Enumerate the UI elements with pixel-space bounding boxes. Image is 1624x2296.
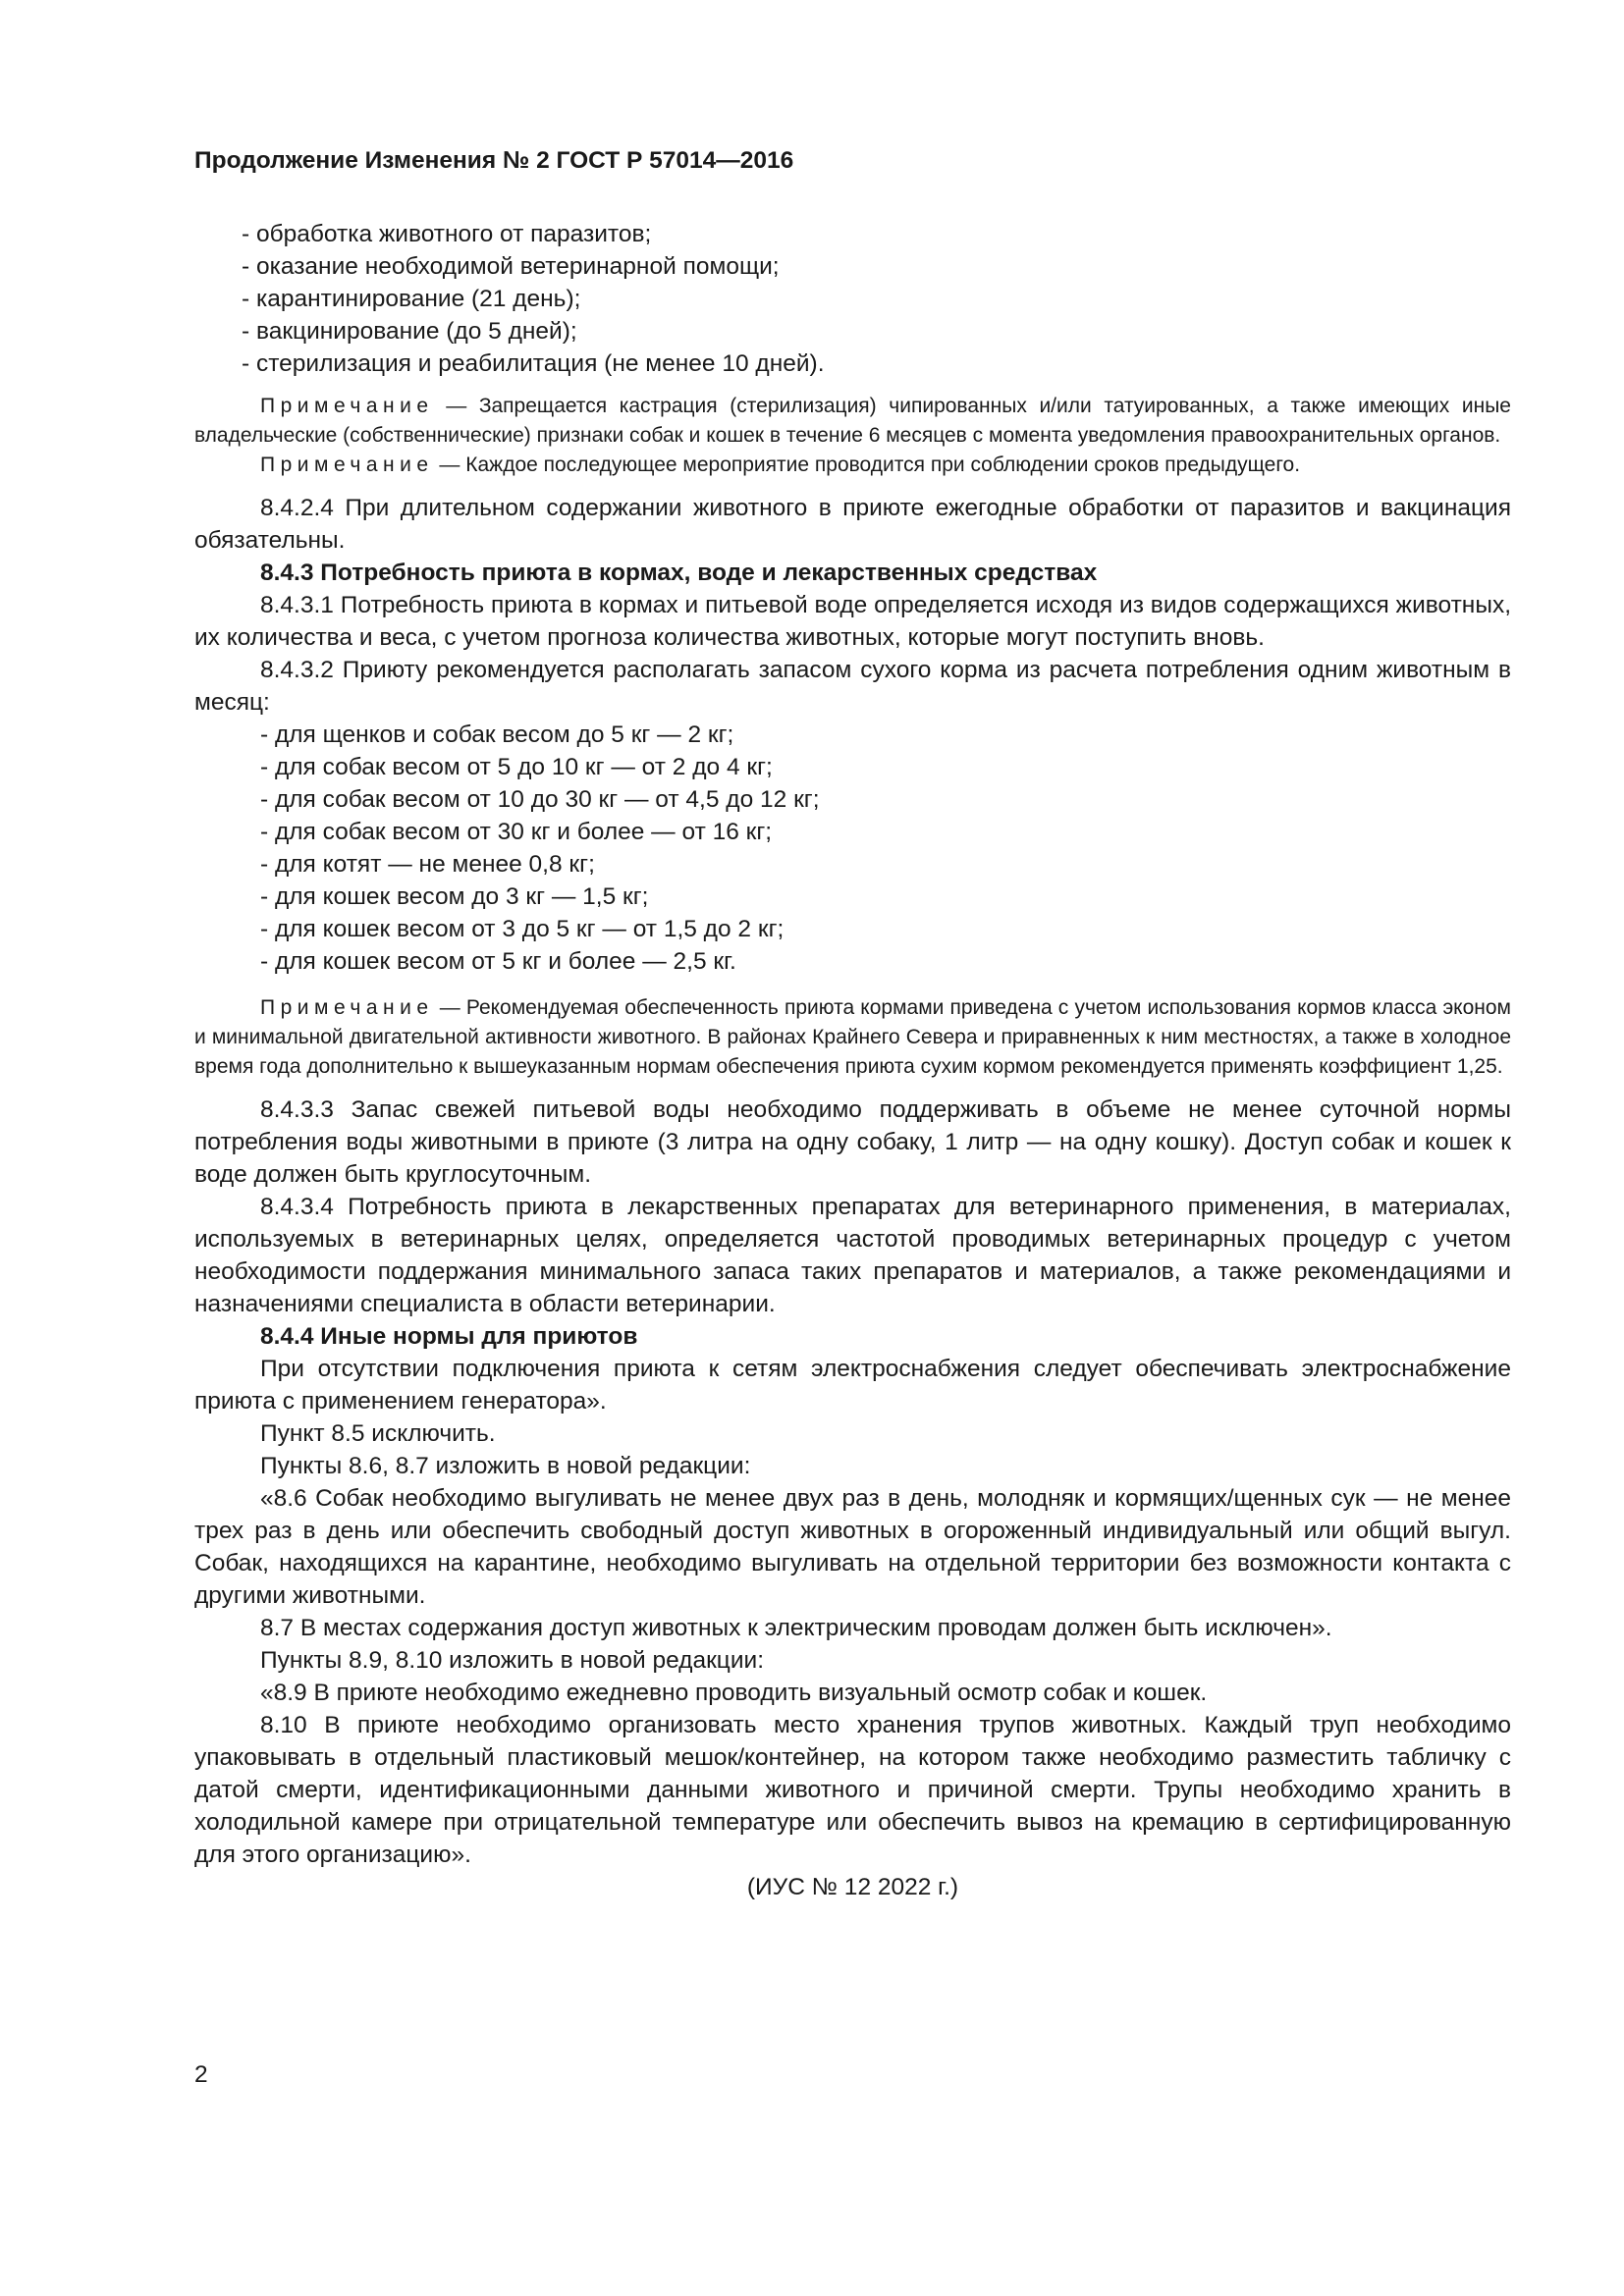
note-2 — [194, 451, 1511, 480]
paragraph-8-9-8-10-intro: Пункты 8.9, 8.10 изложить в новой редакции: — [260, 1647, 765, 1674]
section-heading-8-4-3: 8.4.3 Потребность приюта в кормах, воде и лекарственных средствах — [260, 560, 1098, 586]
note-3 — [194, 993, 1511, 1082]
page-header: Продолжение Изменения № 2 ГОСТ Р 57014—2016 — [194, 147, 794, 174]
note-text: — Каждое последующее мероприятие проводится при соблюдении сроков предыдущего. — [433, 454, 1301, 476]
list-item: - для котят — не менее 0,8 кг; — [260, 851, 595, 878]
paragraph-8-6: «8.6 Собак необходимо выгуливать не менее двух раз в день, молодняк и кормящих/щенных сук — не менее трех раз в день или обеспечить свободный доступ животных в огороженный индивидуальный или общий выгул. Собак, находящихся на карантине, необходимо выгуливать на отдельной территории без возможности контакта с другими животными. — [194, 1485, 1511, 1609]
paragraph-8-4-3-2: 8.4.3.2 Приюту рекомендуется располагать запасом сухого корма из расчета потребления одним животным в месяц: — [194, 657, 1511, 716]
paragraph-8-4-3-1: 8.4.3.1 Потребность приюта в кормах и питьевой воде определяется исходя из видов содержащихся животных, их количества и веса, с учетом прогноза количества животных, которые могут поступить вновь. — [194, 592, 1511, 651]
section-heading-8-4-4: 8.4.4 Иные нормы для приютов — [260, 1323, 638, 1350]
list-item: - для кошек весом до 3 кг — 1,5 кг; — [260, 883, 649, 910]
ius-reference: (ИУС № 12 2022 г.) — [746, 1874, 959, 1900]
note-1 — [194, 392, 1511, 451]
document-body — [194, 218, 1511, 1903]
note-label: Примечание — [260, 454, 434, 476]
page-number: 2 — [194, 2061, 208, 2088]
paragraph-8-6-8-7-intro: Пункты 8.6, 8.7 изложить в новой редакции: — [260, 1453, 751, 1479]
list-item: - вакцинирование (до 5 дней); — [242, 318, 577, 345]
note-label: Примечание — [260, 996, 434, 1019]
list-item: - стерилизация и реабилитация (не менее 10 дней). — [242, 350, 825, 377]
paragraph-8-4-2-4: 8.4.2.4 При длительном содержании животного в приюте ежегодные обработки от паразитов и вакцинация обязательны. — [194, 495, 1511, 554]
paragraph-8-9: «8.9 В приюте необходимо ежедневно проводить визуальный осмотр собак и кошек. — [260, 1680, 1208, 1706]
note-text: — Рекомендуемая обеспеченность приюта кормами приведена с учетом использования кормов класса эконом и минимальной двигательной активности животного. В районах Крайнего Севера и приравненных к ним местностях, а также в холодное время года дополнительно к вышеуказанным нормам обеспечения приюта сухим кормом рекомендуется применять коэффициент 1,25. — [194, 996, 1511, 1078]
list-item: - для собак весом от 5 до 10 кг — от 2 до 4 кг; — [260, 754, 773, 780]
paragraph-8-7: 8.7 В местах содержания доступ животных к электрическим проводам должен быть исключен». — [260, 1615, 1332, 1641]
list-item: - для кошек весом от 5 кг и более — 2,5 кг. — [260, 948, 736, 975]
paragraph-8-5: Пункт 8.5 исключить. — [260, 1420, 496, 1447]
list-item: - карантинирование (21 день); — [242, 286, 581, 312]
list-item: - обработка животного от паразитов; — [242, 221, 652, 247]
paragraph-8-4-3-4: 8.4.3.4 Потребность приюта в лекарственных препаратах для ветеринарного применения, в материалах, используемых в ветеринарных целях, определяется частотой проводимых ветеринарных процедур с учетом необходимости поддержания минимального запаса таких препаратов и материалов, а также рекомендациями и назначениями специалиста в области ветеринарии. — [194, 1194, 1511, 1317]
paragraph-8-10: 8.10 В приюте необходимо организовать место хранения трупов животных. Каждый труп необходимо упаковывать в отдельный пластиковый мешок/контейнер, на котором также необходимо разместить табличку с датой смерти, идентификационными данными животного и причиной смерти. Трупы необходимо хранить в холодильной камере при отрицательной температуре или обеспечить вывоз на кремацию в сертифицированную для этого организацию». — [194, 1712, 1511, 1868]
list-item: - для кошек весом от 3 до 5 кг — от 1,5 до 2 кг; — [260, 916, 785, 942]
paragraph-8-4-4: При отсутствии подключения приюта к сетям электроснабжения следует обеспечивать электроснабжение приюта с применением генератора». — [194, 1356, 1511, 1415]
note-text: — Запрещается кастрация (стерилизация) чипированных и/или татуированных, а также имеющих иные владельческие (собственнические) признаки собак и кошек в течение 6 месяцев с момента уведомления правоохранительных органов. — [194, 395, 1511, 447]
paragraph-8-4-3-3: 8.4.3.3 Запас свежей питьевой воды необходимо поддерживать в объеме не менее суточной нормы потребления воды животными в приюте (3 литра на одну собаку, 1 литр — на одну кошку). Доступ собак и кошек к воде должен быть круглосуточным. — [194, 1096, 1511, 1188]
list-item: - для собак весом от 10 до 30 кг — от 4,5 до 12 кг; — [260, 786, 820, 813]
list-item: - для собак весом от 30 кг и более — от 16 кг; — [260, 819, 773, 845]
list-item: - для щенков и собак весом до 5 кг — 2 кг; — [260, 721, 734, 748]
list-item: - оказание необходимой ветеринарной помощи; — [242, 253, 780, 280]
note-label: Примечание — [260, 395, 434, 417]
